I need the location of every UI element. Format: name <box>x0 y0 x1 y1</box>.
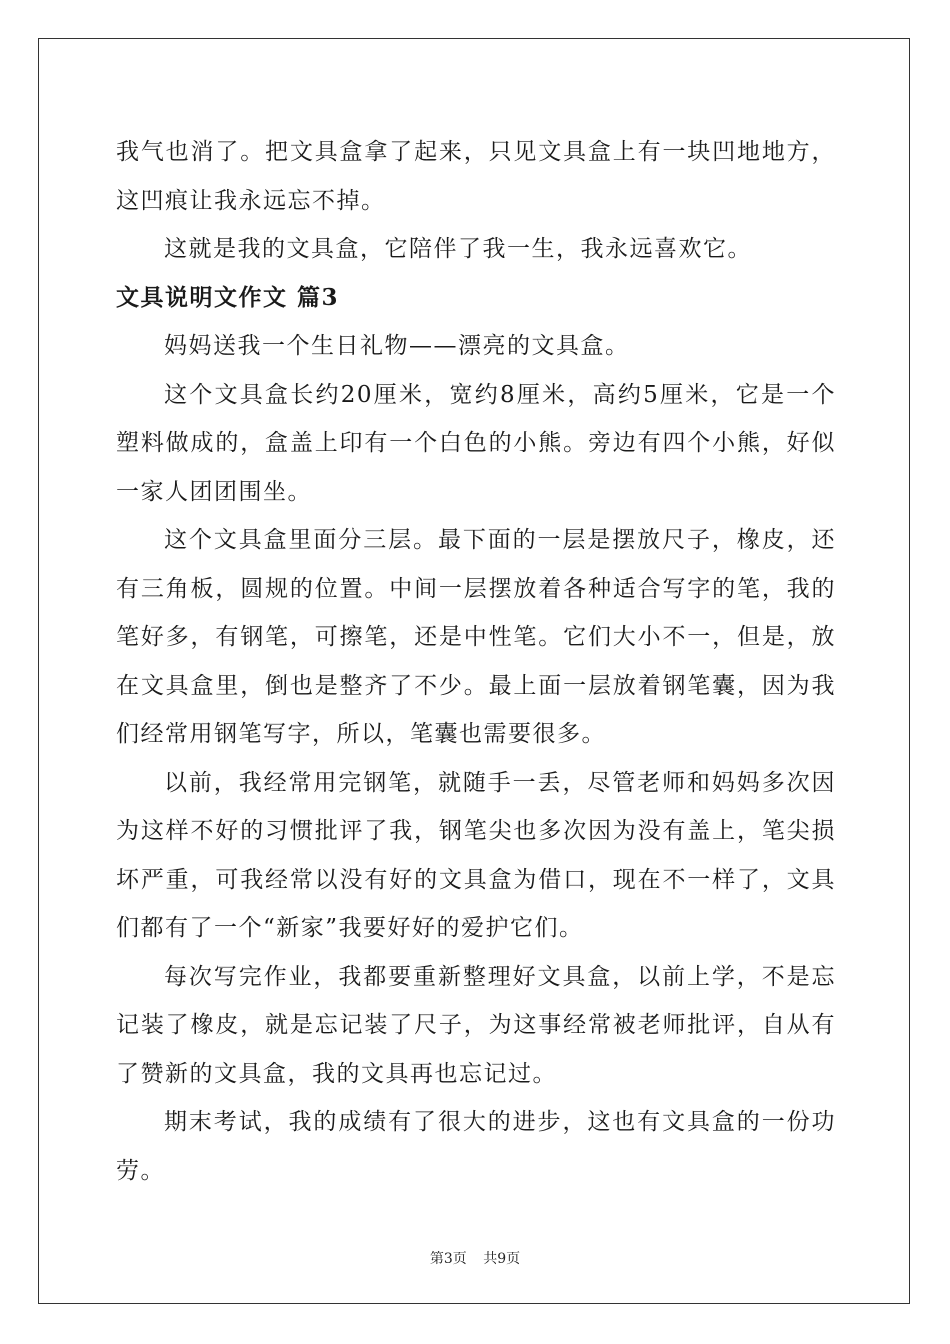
paragraph-5: 每次写完作业，我都要重新整理好文具盒，以前上学，不是忘记装了橡皮，就是忘记装了尺子，为这事经常被老师批评，自从有了赞新的文具盒，我的文具再也忘记过。 <box>116 963 836 1087</box>
page-total: 共9页 <box>483 1251 521 1267</box>
page-footer <box>0 1248 950 1268</box>
paragraph-1: 妈妈送我一个生日礼物——漂亮的文具盒。 <box>164 333 630 359</box>
paragraph-continuation: 我气也消了。把文具盒拿了起来，只见文具盒上有一块凹地地方，这凹痕让我永远忘不掉。 <box>116 139 836 214</box>
paragraph-closing: 这就是我的文具盒，它陪伴了我一生，我永远喜欢它。 <box>164 236 752 262</box>
paragraph-4: 以前，我经常用完钢笔，就随手一丢，尽管老师和妈妈多次因为这样不好的习惯批评了我，钢笔尖也多次因为没有盖上，笔尖损坏严重，可我经常以没有好的文具盒为借口，现在不一样了，文具们都有了一个“新家”我要好好的爱护它们。 <box>116 769 836 941</box>
section-title: 文具说明文作文 篇3 <box>116 283 340 311</box>
page-number: 第3页 <box>429 1251 467 1267</box>
document-body <box>116 128 836 1195</box>
paragraph-6: 期末考试，我的成绩有了很大的进步，这也有文具盒的一份功劳。 <box>116 1109 836 1184</box>
paragraph-3: 这个文具盒里面分三层。最下面的一层是摆放尺子，橡皮，还有三角板，圆规的位置。中间一层摆放着各种适合写字的笔，我的笔好多，有钢笔，可擦笔，还是中性笔。它们大小不一，但是，放在文具盒里，倒也是整齐了不少。最上面一层放着钢笔囊，因为我们经常用钢笔写字，所以，笔囊也需要很多。 <box>116 527 836 747</box>
paragraph-2: 这个文具盒长约20厘米，宽约8厘米，高约5厘米，它是一个塑料做成的，盒盖上印有一个白色的小熊。旁边有四个小熊，好似一家人团团围坐。 <box>116 381 836 505</box>
